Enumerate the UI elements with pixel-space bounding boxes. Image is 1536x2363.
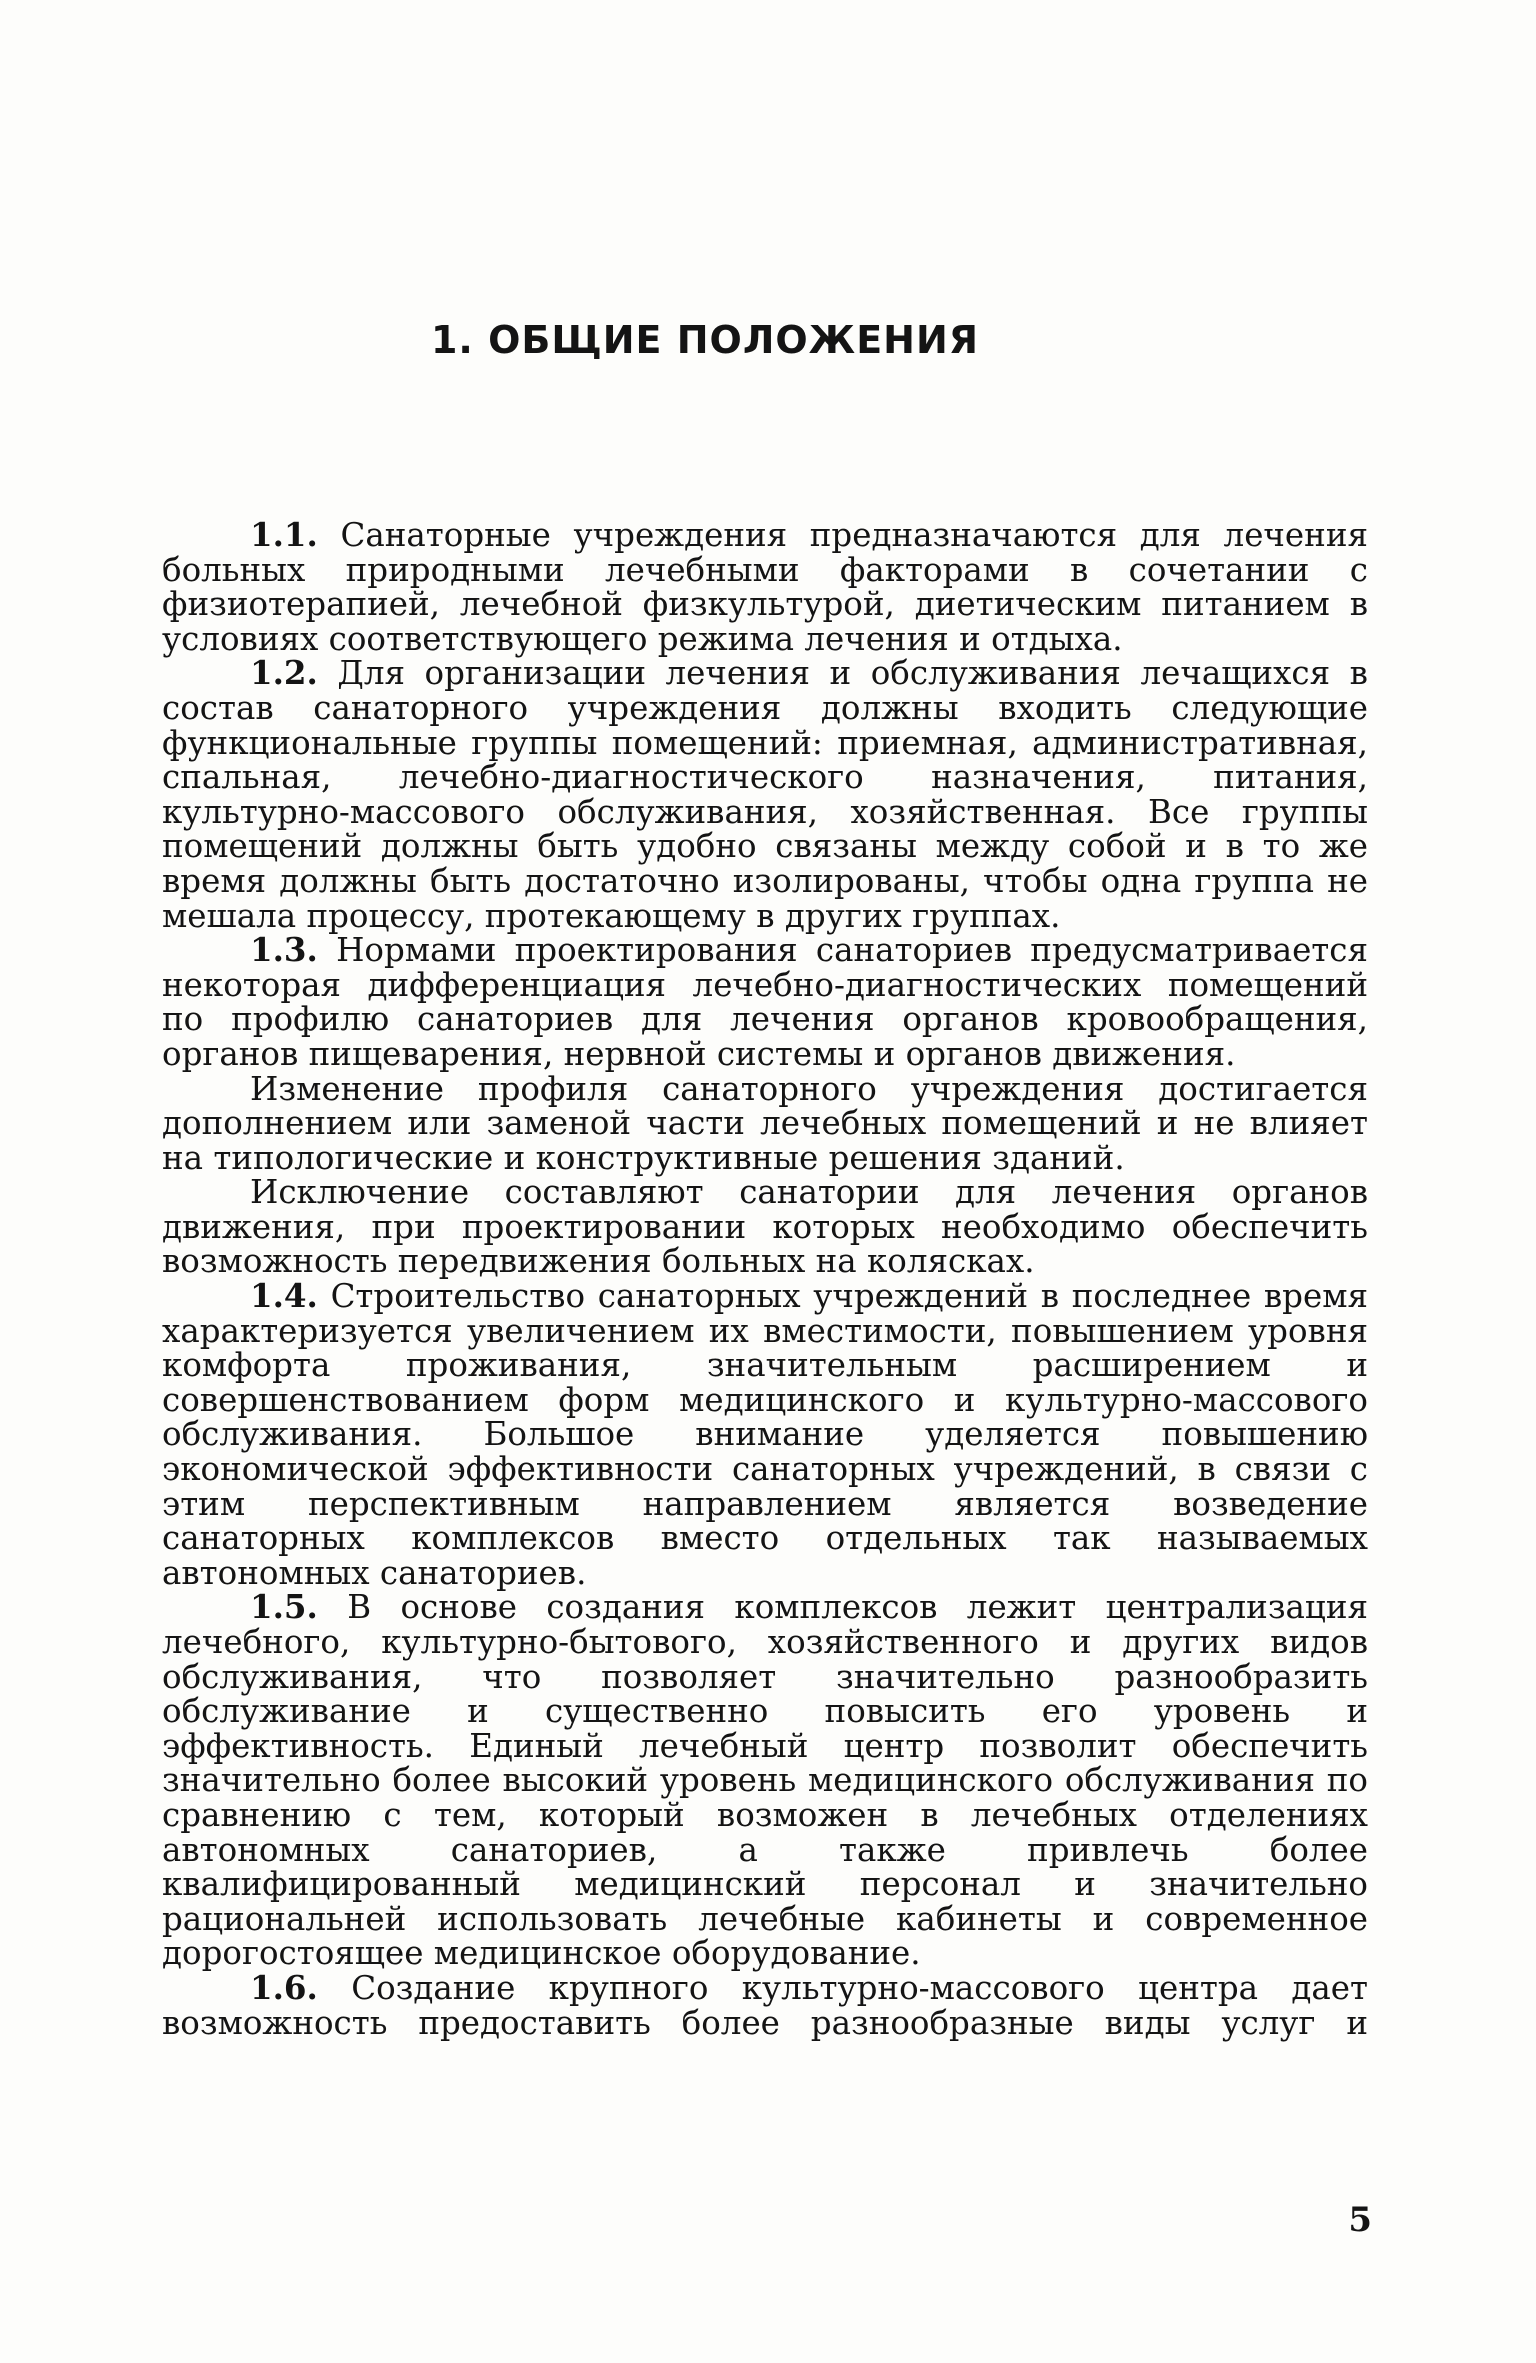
paragraph-1-3-continued-b (162, 1175, 1368, 1279)
paragraph-text: Исключение составляют санатории для лечения органов движения, при проектировании которых необходимо обеспечить возможность передвижения больных на колясках. (162, 1173, 1368, 1281)
paragraph-1-2 (162, 653, 1368, 935)
paragraph-1-6 (162, 1967, 1368, 2042)
paragraph-number: 1.1. (250, 515, 318, 554)
body-text (162, 515, 1368, 2042)
paragraph-text: Для организации лечения и обслуживания лечащихся в состав санаторного учреждения должны входить следующие функциональные группы помещений: приемная, административная, спальная, лечебно-диагностического назначения, питания, культурно-массового обслуживания, хозяйственная. Все группы помещений должны быть удобно связаны между собой и в то же время должны быть достаточно изолированы, чтобы одна группа не мешала процессу, протекающему в других группах. (162, 654, 1368, 935)
paragraph-1-1 (162, 515, 1368, 658)
paragraph-1-3 (162, 930, 1368, 1073)
paragraph-number: 1.4. (250, 1276, 318, 1316)
paragraph-text: Изменение профиля санаторного учреждения достигается дополнением или заменой части лечебных помещений и не влияет на типологические и конструктивные решения зданий. (162, 1069, 1368, 1177)
paragraph-number: 1.2. (250, 653, 318, 693)
paragraph-number: 1.6. (250, 1967, 318, 2007)
paragraph-1-3-continued-a (162, 1069, 1368, 1177)
paragraph-number: 1.3. (250, 930, 318, 970)
paragraph-1-5 (162, 1587, 1368, 1973)
section-title: 1. ОБЩИЕ ПОЛОЖЕНИЯ (430, 318, 980, 362)
paragraph-1-4 (162, 1276, 1368, 1592)
page-number: 5 (1348, 2200, 1372, 2240)
paragraph-text: Создание крупного культурно-массового центра дает возможность предоставить более разнообразные виды услуг и (162, 1968, 1368, 2042)
paragraph-text: Санаторные учреждения предназначаются для лечения больных природными лечебными факторами в сочетании с физиотерапией, лечебной физкультурой, диетическим питанием в условиях соответствующего режима лечения и отдыха. (162, 516, 1368, 658)
paragraph-text: Нормами проектирования санаториев предусматривается некоторая дифференциация лечебно-диагностических помещений по профилю санаториев для лечения органов кровообращения, органов пищеварения, нервной системы и органов движения. (162, 931, 1368, 1073)
paragraph-number: 1.5. (250, 1587, 318, 1627)
paragraph-text: В основе создания комплексов лежит централизация лечебного, культурно-бытового, хозяйственного и других видов обслуживания, что позволяет значительно разнообразить обслуживание и существенно повысить его уровень и эффективность. Единый лечебный центр позволит обеспечить значительно более высокий уровень медицинского обслуживания по сравнению с тем, который возможен в лечебных отделениях автономных санаториев, а также привлечь более квалифицированный медицинский персонал и значительно рациональней использовать лечебные кабинеты и современное дорогостоящее медицинское оборудование. (162, 1588, 1368, 1973)
paragraph-text: Строительство санаторных учреждений в последнее время характеризуется увеличением их вместимости, повышением уровня комфорта проживания, значительным расширением и совершенствованием форм медицинского и культурно-массового обслуживания. Большое внимание уделяется повышению экономической эффективности санаторных учреждений, в связи с этим перспективным направлением является возведение санаторных комплексов вместо отдельных так называемых автономных санаториев. (162, 1277, 1368, 1592)
